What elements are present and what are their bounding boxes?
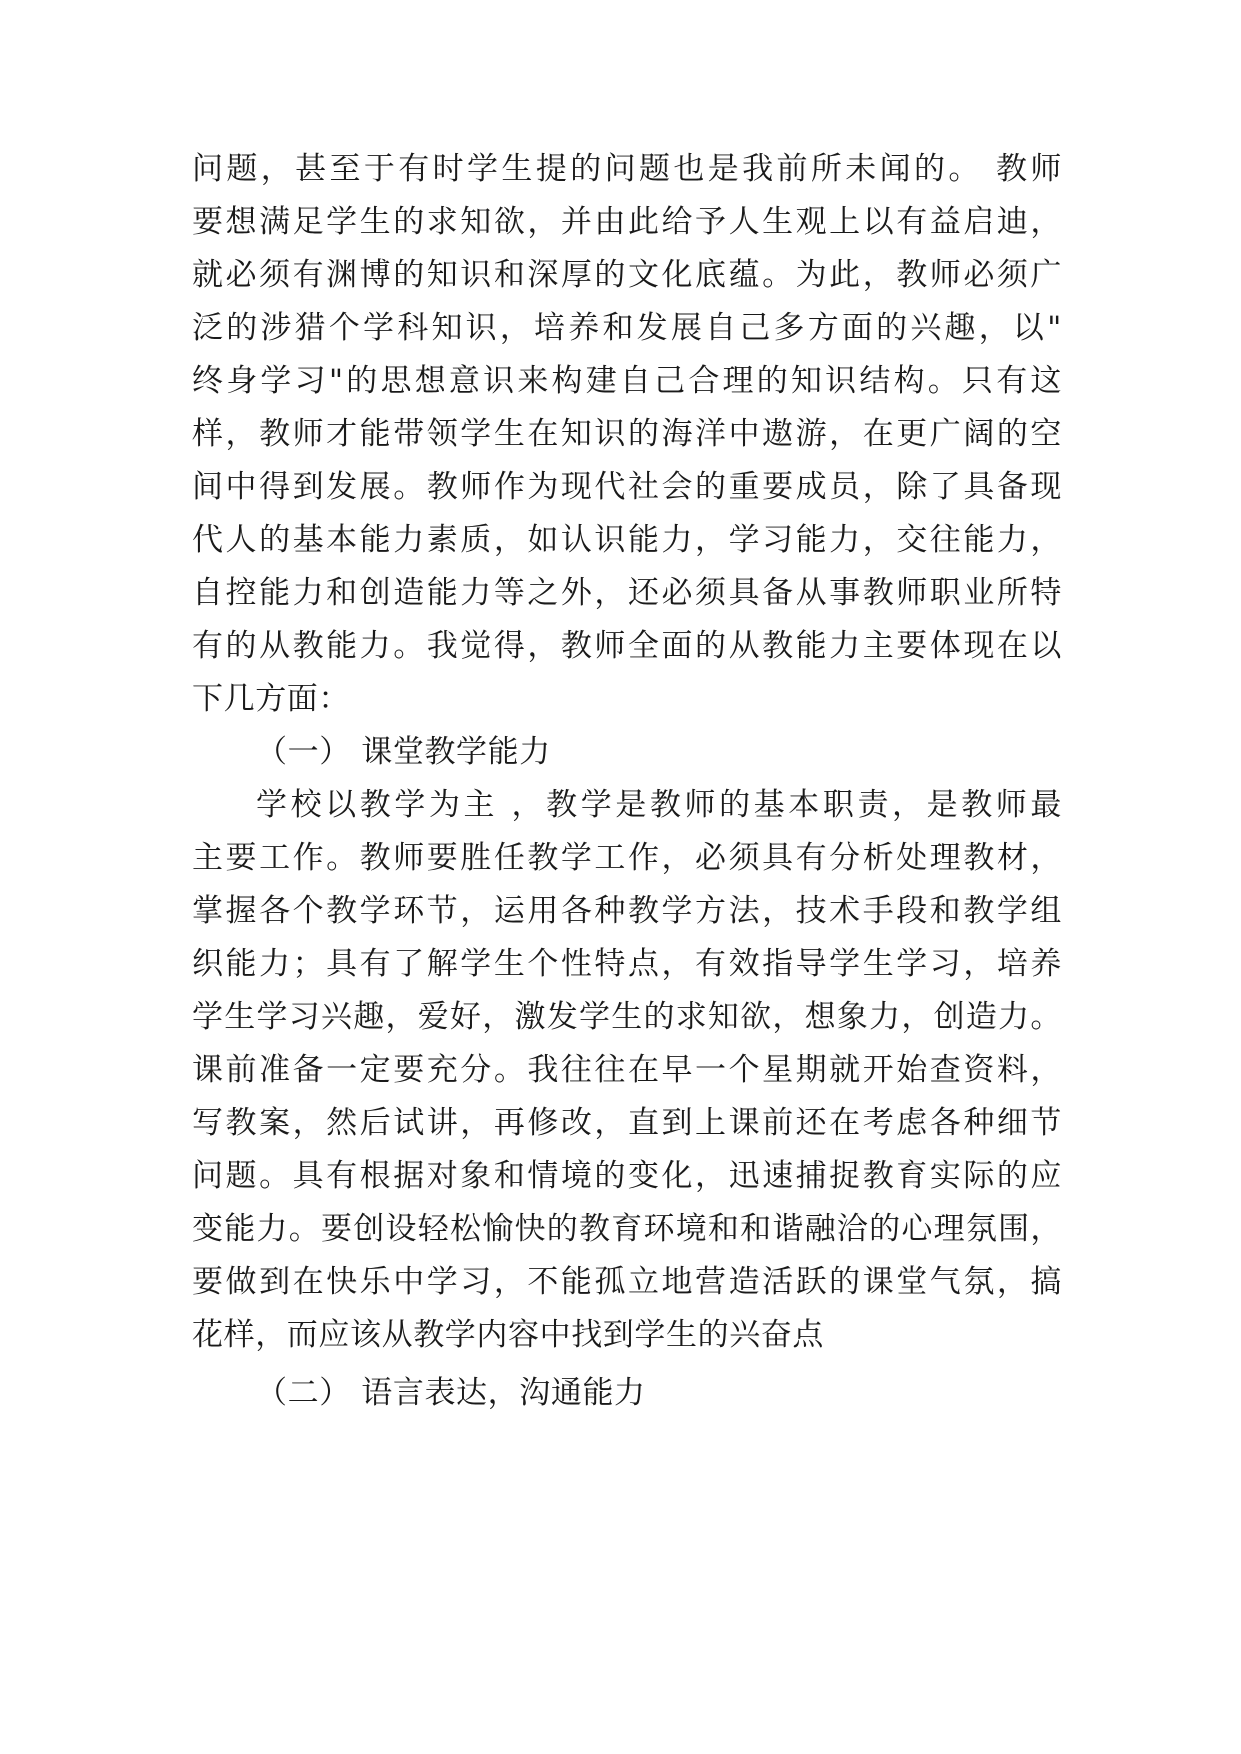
paragraph-2-line-11: 花样，而应该从教学内容中找到学生的兴奋点 (192, 1317, 824, 1353)
paragraph-1-line-5: 终身学习"的思想意识来构建自己合理的知识结构。只有这 (192, 363, 1062, 399)
paragraph-2-line-7: 写教案，然后试讲，再修改，直到上课前还在考虑各种细节 (192, 1105, 1062, 1141)
paragraph-1-line-8: 代人的基本能力素质，如认识能力，学习能力，交往能力， (192, 522, 1062, 558)
paragraph-2-line-9: 变能力。要创设轻松愉快的教育环境和和谐融洽的心理氛围， (192, 1211, 1062, 1247)
section-heading-1: （一） 课堂教学能力 (256, 734, 551, 770)
paragraph-1-line-7: 间中得到发展。教师作为现代社会的重要成员，除了具备现 (192, 469, 1062, 505)
paragraph-1-line-3: 就必须有渊博的知识和深厚的文化底蕴。为此，教师必须广 (192, 257, 1062, 293)
paragraph-2-line-10: 要做到在快乐中学习，不能孤立地营造活跃的课堂气氛，搞 (192, 1264, 1062, 1300)
paragraph-2-line-3: 掌握各个教学环节，运用各种教学方法，技术手段和教学组 (192, 893, 1062, 929)
paragraph-2-line-6: 课前准备一定要充分。我往往在早一个星期就开始查资料， (192, 1052, 1062, 1088)
paragraph-2-line-2: 主要工作。教师要胜任教学工作，必须具有分析处理教材， (192, 840, 1062, 876)
paragraph-1-line-11: 下几方面： (192, 681, 350, 717)
paragraph-1-line-2: 要想满足学生的求知欲，并由此给予人生观上以有益启迪， (192, 204, 1062, 240)
paragraph-2-line-5: 学生学习兴趣，爱好，激发学生的求知欲，想象力，创造力。 (192, 999, 1062, 1035)
section-heading-2: （二） 语言表达，沟通能力 (256, 1375, 646, 1411)
paragraph-1-line-1: 问题，甚至于有时学生提的问题也是我前所未闻的。 教师 (192, 151, 1062, 187)
paragraph-2-line-8: 问题。具有根据对象和情境的变化，迅速捕捉教育实际的应 (192, 1158, 1062, 1194)
paragraph-1-line-4: 泛的涉猎个学科知识，培养和发展自己多方面的兴趣，以" (192, 310, 1062, 346)
paragraph-2-line-1: 学校以教学为主 ，教学是教师的基本职责，是教师最 (256, 787, 1062, 823)
paragraph-1-line-10: 有的从教能力。我觉得，教师全面的从教能力主要体现在以 (192, 628, 1062, 664)
paragraph-1-line-9: 自控能力和创造能力等之外，还必须具备从事教师职业所特 (192, 575, 1062, 611)
paragraph-2-line-4: 织能力；具有了解学生个性特点，有效指导学生学习，培养 (192, 946, 1062, 982)
paragraph-1-line-6: 样，教师才能带领学生在知识的海洋中遨游，在更广阔的空 (192, 416, 1062, 452)
